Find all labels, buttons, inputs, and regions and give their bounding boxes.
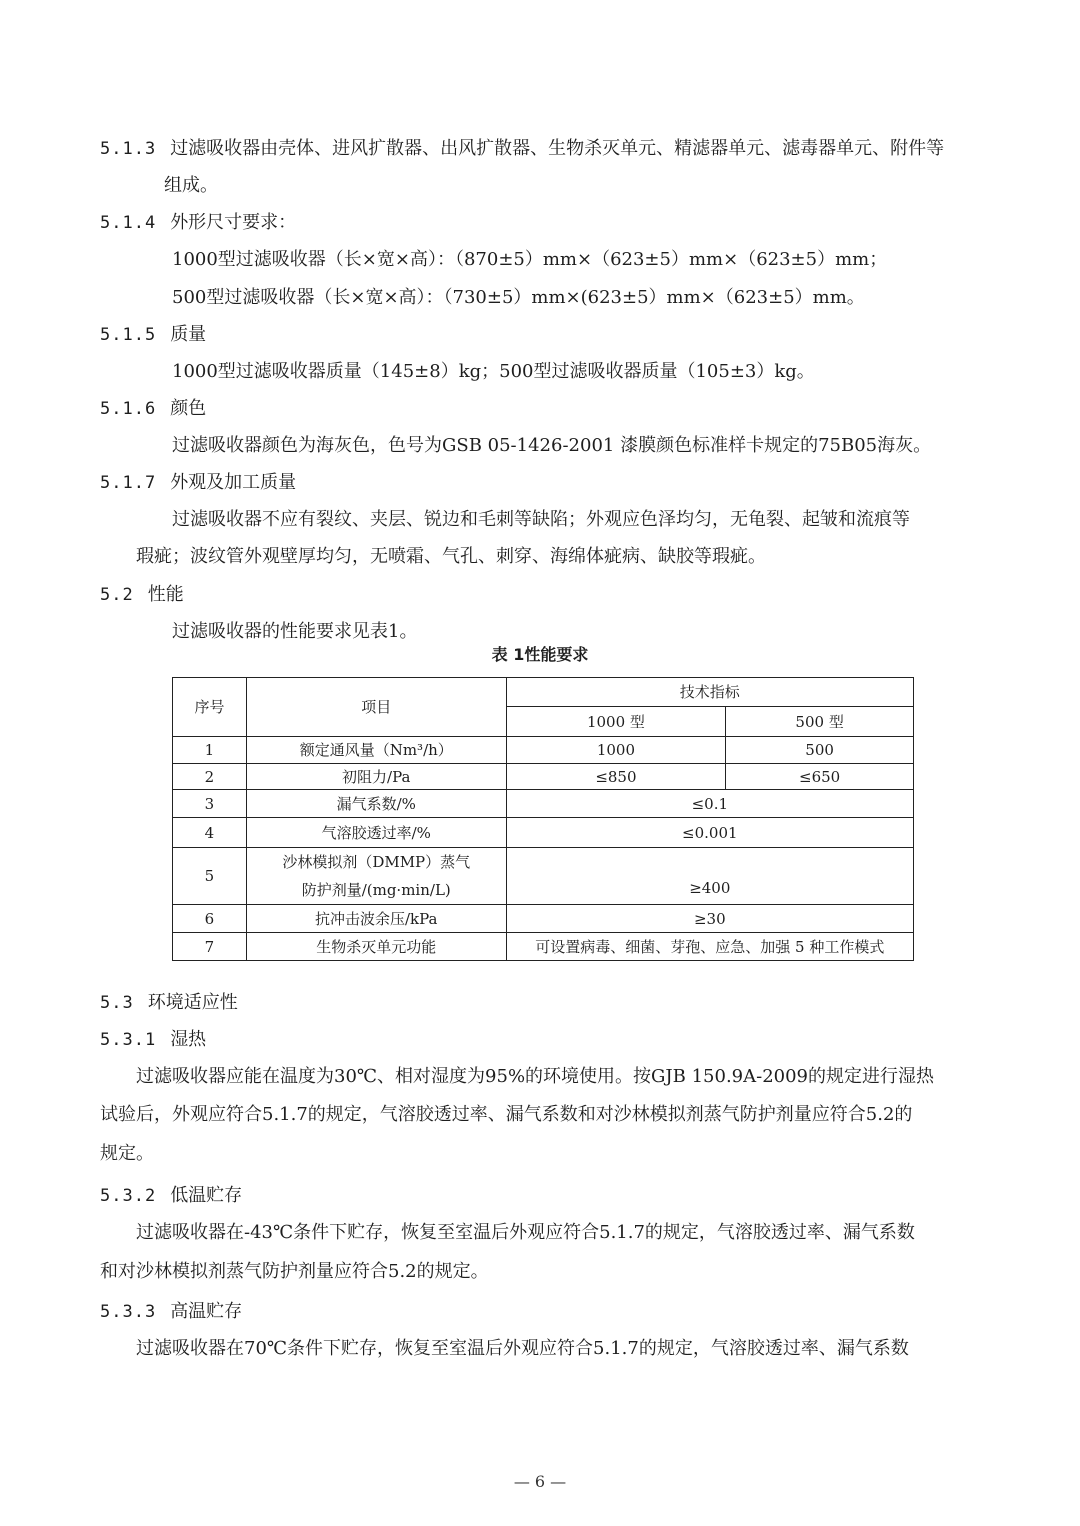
section-5-3-heading — [100, 990, 238, 1016]
cell-1000: ≤850 — [506, 764, 726, 790]
paragraph-text: 过滤吸收器的性能要求见表1。 — [172, 621, 418, 642]
cell-item-line: 防护剂量/(mg·min/L) — [301, 881, 451, 899]
paragraph-text: 试验后，外观应符合5.1.7的规定，气溶胶透过率、漏气系数和对沙林模拟剂蒸气防护剂量应符合5.2的 — [100, 1104, 913, 1125]
section-title: 湿热 — [170, 1029, 207, 1050]
cell-no: 6 — [173, 905, 247, 933]
cell-no: 7 — [173, 933, 247, 961]
section-5-2-heading — [100, 582, 184, 608]
section-5-3-1-heading — [100, 1027, 206, 1053]
paragraph-text: 和对沙林模拟剂蒸气防护剂量应符合5.2的规定。 — [100, 1261, 489, 1282]
section-number: 5.3 — [100, 993, 134, 1013]
cell-item: 额定通风量（Nm³/h） — [246, 737, 506, 764]
paragraph-text: 过滤吸收器由壳体、进风扩散器、出风扩散器、生物杀灭单元、精滤器单元、滤毒器单元、附件等 — [170, 138, 945, 159]
paragraph-text: 过滤吸收器在70℃条件下贮存，恢复至室温后外观应符合5.1.7的规定，气溶胶透过率、漏气系数 — [136, 1338, 909, 1359]
table-caption: 表 1性能要求 — [491, 645, 589, 664]
cell-value: ≤0.1 — [506, 790, 913, 818]
section-title: 环境适应性 — [147, 992, 238, 1013]
cell-no: 3 — [173, 790, 247, 818]
paragraph-text: 过滤吸收器不应有裂纹、夹层、锐边和毛刺等缺陷；外观应色泽均匀，无龟裂、起皱和流痕等 — [172, 509, 910, 530]
section-number: 5.3.2 — [100, 1186, 157, 1206]
cell-no: 4 — [173, 818, 247, 848]
section-title: 质量 — [170, 324, 207, 345]
cell-500: 500 — [726, 737, 914, 764]
section-5-1-3-line1 — [100, 136, 944, 162]
paragraph-text: 过滤吸收器应能在温度为30℃、相对湿度为95%的环境使用。按GJB 150.9A-2009的规定进行湿热 — [136, 1066, 935, 1087]
cell-item: 抗冲击波余压/kPa — [246, 905, 506, 933]
section-number: 5.1.3 — [100, 139, 157, 159]
section-5-1-6-heading — [100, 396, 206, 422]
section-title: 高温贮存 — [170, 1301, 243, 1322]
page-number: — 6 — — [513, 1472, 567, 1491]
paragraph-text: 过滤吸收器在-43℃条件下贮存，恢复至室温后外观应符合5.1.7的规定，气溶胶透过率、漏气系数 — [136, 1222, 915, 1243]
cell-item: 初阻力/Pa — [246, 764, 506, 790]
section-number: 5.1.5 — [100, 325, 157, 345]
cell-no: 2 — [173, 764, 247, 790]
table-header-row — [173, 678, 914, 707]
section-number: 5.1.6 — [100, 399, 157, 419]
table-row — [173, 848, 914, 905]
header-spec: 技术指标 — [506, 678, 913, 707]
section-number: 5.3.1 — [100, 1030, 157, 1050]
cell-item: 漏气系数/% — [246, 790, 506, 818]
paragraph-text: 组成。 — [164, 175, 218, 196]
section-number: 5.1.4 — [100, 213, 157, 233]
paragraph-text: 500型过滤吸收器（长×宽×高）：（730±5）mm×(623±5）mm×（623±5）mm。 — [172, 287, 865, 308]
paragraph-text: 瑕疵；波纹管外观壁厚均匀，无喷霜、气孔、刺穿、海绵体疵病、缺胶等瑕疵。 — [136, 546, 766, 567]
section-5-1-7-heading — [100, 470, 296, 496]
table-row — [173, 933, 914, 961]
table-row — [173, 818, 914, 848]
cell-value-text: ≥400 — [689, 879, 731, 897]
header-1000: 1000 型 — [506, 707, 726, 737]
paragraph-text: 规定。 — [100, 1143, 154, 1164]
cell-item: 气溶胶透过率/% — [246, 818, 506, 848]
cell-no: 5 — [173, 848, 247, 905]
cell-500: ≤650 — [726, 764, 914, 790]
section-number: 5.1.7 — [100, 473, 157, 493]
header-item: 项目 — [246, 678, 506, 737]
section-5-1-4-heading — [100, 210, 296, 236]
section-title: 颜色 — [170, 398, 207, 419]
cell-value: ≥30 — [506, 905, 913, 933]
cell-item-line: 沙林模拟剂（DMMP）蒸气 — [282, 853, 471, 871]
paragraph-text: 过滤吸收器颜色为海灰色，色号为GSB 05-1426-2001 漆膜颜色标准样卡规定的75B05海灰。 — [172, 435, 932, 456]
cell-1000: 1000 — [506, 737, 726, 764]
paragraph-text: 1000型过滤吸收器质量（145±8）kg；500型过滤吸收器质量（105±3）kg。 — [172, 361, 815, 382]
section-title: 低温贮存 — [170, 1185, 243, 1206]
table-row — [173, 790, 914, 818]
section-5-3-3-heading — [100, 1299, 242, 1325]
section-5-1-5-heading — [100, 322, 206, 348]
section-title: 外形尺寸要求： — [170, 212, 297, 233]
table-row — [173, 905, 914, 933]
section-5-3-2-heading — [100, 1183, 242, 1209]
cell-no: 1 — [173, 737, 247, 764]
cell-item: 生物杀灭单元功能 — [246, 933, 506, 961]
header-no: 序号 — [173, 678, 247, 737]
table-row — [173, 737, 914, 764]
performance-table — [172, 677, 914, 961]
header-500: 500 型 — [726, 707, 914, 737]
paragraph-text: 1000型过滤吸收器（长×宽×高）：（870±5）mm×（623±5）mm×（623±5）mm； — [172, 249, 888, 270]
section-title: 外观及加工质量 — [170, 472, 297, 493]
section-title: 性能 — [147, 584, 184, 605]
cell-value: 可设置病毒、细菌、芽孢、应急、加强 5 种工作模式 — [506, 933, 913, 961]
cell-item — [246, 848, 506, 905]
section-number: 5.3.3 — [100, 1302, 157, 1322]
table-row — [173, 764, 914, 790]
cell-value — [506, 848, 913, 905]
cell-value: ≤0.001 — [506, 818, 913, 848]
section-number: 5.2 — [100, 585, 134, 605]
